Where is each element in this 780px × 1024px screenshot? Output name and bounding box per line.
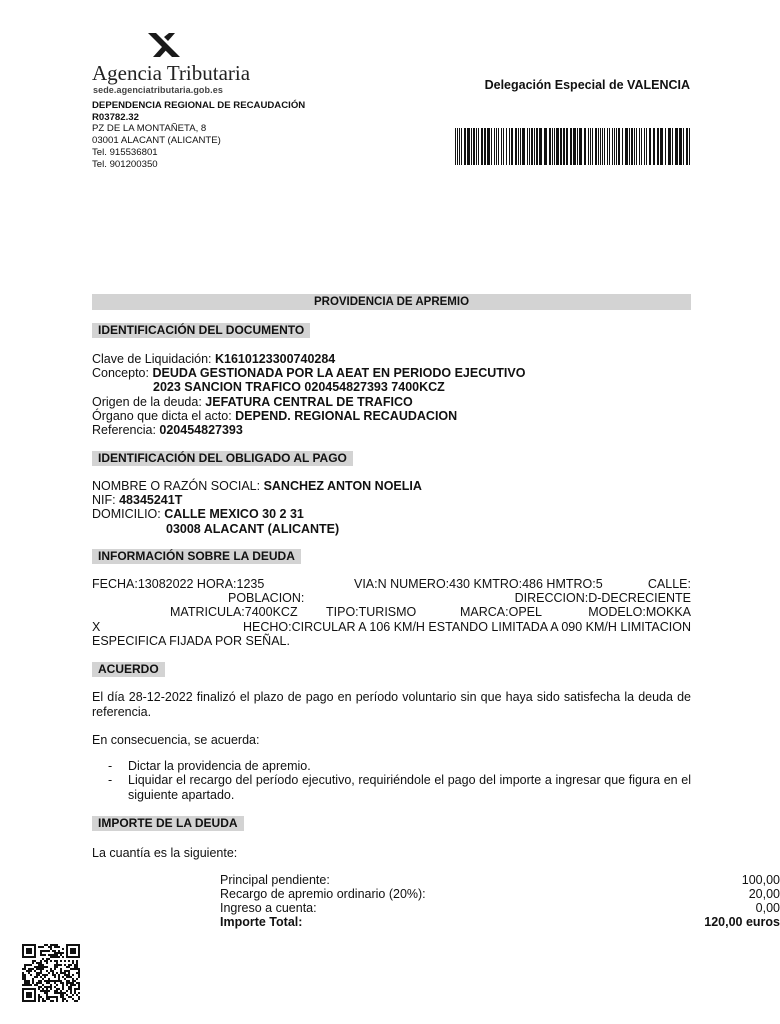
office-address-line1: PZ DE LA MONTAÑETA, 8 — [92, 123, 207, 135]
organo-label: Órgano que dicta el acto: — [92, 409, 236, 423]
acuerdo-consecuencia: En consecuencia, se acuerda: — [92, 733, 260, 747]
section-heading-importe: IMPORTE DE LA DEUDA — [92, 816, 244, 831]
importe-total-value: 120,00 euros — [704, 915, 780, 929]
clave-label: Clave de Liquidación: — [92, 352, 215, 366]
importe-total-label: Importe Total: — [220, 915, 303, 929]
acuerdo-bullet2: Liquidar el recargo del período ejecutivo, requiriéndole el pago del importe a ingresar que figura en el siguiente apartado. — [128, 773, 691, 802]
deuda-info-line5: ESPECIFICA FIJADA POR SEÑAL. — [92, 634, 290, 648]
importe-label: Principal pendiente: — [220, 873, 330, 887]
importe-row-principal — [220, 873, 780, 888]
office-code: R03782.32 — [92, 111, 139, 123]
acuerdo-bullet1-dash: - — [108, 759, 113, 773]
qr-code — [22, 944, 80, 1002]
importe-value: 0,00 — [755, 901, 780, 915]
nombre-value: SANCHEZ ANTON NOELIA — [263, 479, 422, 493]
logo-name: Agencia Tributaria — [92, 61, 251, 85]
importe-value: 20,00 — [748, 887, 780, 901]
office-phone1: Tel. 915536801 — [92, 146, 158, 158]
organo-line — [92, 409, 457, 424]
referencia-line — [92, 423, 243, 438]
acuerdo-bullet1: Dictar la providencia de apremio. — [128, 759, 311, 773]
nif-label: NIF: — [92, 493, 120, 507]
importe-label: Recargo de apremio ordinario (20%): — [220, 887, 426, 901]
deuda-calle: CALLE: — [647, 577, 691, 591]
importe-intro: La cuantía es la siguiente: — [92, 846, 238, 860]
nif-line — [92, 493, 182, 508]
section-heading-obligado: IDENTIFICACIÓN DEL OBLIGADO AL PAGO — [92, 451, 353, 466]
nombre-line — [92, 479, 422, 494]
nombre-label: NOMBRE O RAZÓN SOCIAL: — [92, 479, 264, 493]
section-heading-deuda: INFORMACIÓN SOBRE LA DEUDA — [92, 549, 301, 564]
concepto-line — [92, 366, 525, 381]
organo-value: DEPEND. REGIONAL RECAUDACION — [235, 409, 458, 423]
referencia-label: Referencia: — [92, 423, 160, 437]
concepto-value: DEUDA GESTIONADA POR LA AEAT EN PERIODO EJECUTIVO — [152, 366, 526, 380]
agency-emblem-icon — [142, 33, 186, 61]
domicilio-label: DOMICILIO: — [92, 507, 165, 521]
nif-value: 48345241T — [119, 493, 183, 507]
clave-liquidacion-line — [92, 352, 335, 367]
office-phone2: Tel. 901200350 — [92, 158, 158, 170]
section-heading-acuerdo: ACUERDO — [92, 662, 165, 677]
office-address-block — [92, 100, 305, 170]
origen-label: Origen de la deuda: — [92, 395, 206, 409]
concepto-label: Concepto: — [92, 366, 153, 380]
deuda-matricula: MATRICULA:7400KCZ — [170, 605, 298, 619]
deuda-fecha-hora: FECHA:13082022 HORA:1235 — [92, 577, 265, 591]
document-title: PROVIDENCIA DE APREMIO — [92, 294, 691, 310]
origen-value: JEFATURA CENTRAL DE TRAFICO — [205, 395, 413, 409]
agencia-tributaria-logo — [90, 33, 250, 95]
deuda-tipo: TIPO:TURISMO — [326, 605, 417, 619]
deuda-marca: MARCA:OPEL — [460, 605, 542, 619]
concepto-value-line2: 2023 SANCION TRAFICO 020454827393 7400KCZ — [153, 380, 445, 394]
domicilio-line — [92, 507, 304, 522]
domicilio-value: CALLE MEXICO 30 2 31 — [164, 507, 304, 521]
acuerdo-paragraph: El día 28-12-2022 finalizó el plazo de pago en período voluntario sin que haya sido satisfecha la deuda de referencia. — [92, 690, 691, 719]
deuda-modelo-cont: X — [92, 620, 101, 634]
importe-value: 100,00 — [741, 873, 780, 887]
domicilio-value-line2: 03008 ALACANT (ALICANTE) — [166, 522, 340, 536]
barcode — [455, 128, 691, 165]
deuda-modelo: MODELO:MOKKA — [588, 605, 691, 619]
importe-row-recargo — [220, 887, 780, 902]
acuerdo-bullet2-dash: - — [108, 773, 113, 787]
section-heading-documento: IDENTIFICACIÓN DEL DOCUMENTO — [92, 323, 310, 338]
delegacion-heading: Delegación Especial de VALENCIA — [484, 78, 690, 92]
origen-line — [92, 395, 413, 410]
referencia-value: 020454827393 — [159, 423, 243, 437]
deuda-poblacion: POBLACION: — [228, 591, 305, 605]
deuda-hecho: HECHO:CIRCULAR A 106 KM/H ESTANDO LIMITADA A 090 KM/H LIMITACION — [242, 620, 691, 634]
deuda-via: VIA:N NUMERO:430 KMTRO:486 HMTRO:5 — [354, 577, 603, 591]
importe-label: Ingreso a cuenta: — [220, 901, 317, 915]
deuda-direccion: DIRECCION:D-DECRECIENTE — [514, 591, 691, 605]
office-address-line2: 03001 ALACANT (ALICANTE) — [92, 135, 221, 147]
logo-url: sede.agenciatributaria.gob.es — [93, 85, 223, 95]
office-dependencia: DEPENDENCIA REGIONAL DE RECAUDACIÓN — [92, 100, 306, 111]
importe-row-ingreso — [220, 901, 780, 916]
clave-value: K1610123300740284 — [215, 352, 336, 366]
importe-row-total — [220, 915, 780, 930]
